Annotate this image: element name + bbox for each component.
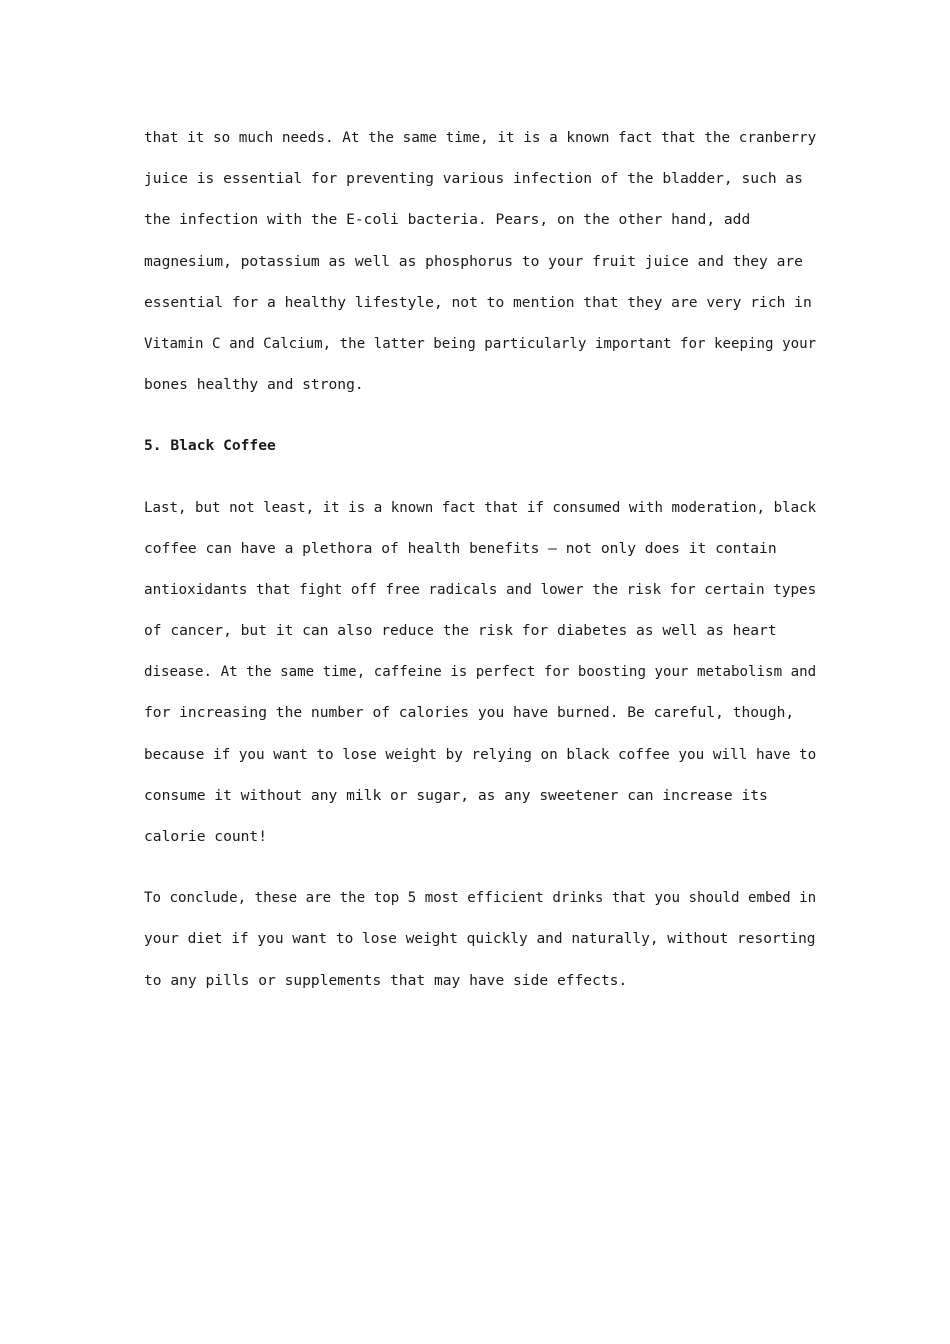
text-line: antioxidants that fight off free radicals and lower the risk for certain types bbox=[144, 580, 817, 598]
text-line: bones healthy and strong. bbox=[144, 376, 364, 394]
text-line: essential for a healthy lifestyle, not to mention that they are very rich in bbox=[144, 293, 812, 311]
text-line: of cancer, but it can also reduce the risk for diabetes as well as heart bbox=[144, 622, 777, 640]
text-line: that it so much needs. At the same time, it is a known fact that the cranberry bbox=[144, 129, 817, 146]
text-line: your diet if you want to lose weight quickly and naturally, without resorting bbox=[144, 930, 816, 948]
text-line: for increasing the number of calories you have burned. Be careful, though, bbox=[144, 704, 795, 722]
text-line: magnesium, potassium as well as phosphorus to your fruit juice and they are bbox=[144, 252, 803, 270]
text-line: Last, but not least, it is a known fact that if consumed with moderation, black bbox=[144, 498, 817, 516]
text-line: the infection with the E-coli bacteria. Pears, on the other hand, add bbox=[144, 211, 751, 229]
paragraph-intro bbox=[144, 117, 816, 405]
paragraph-conclusion bbox=[144, 877, 816, 1001]
text-line: disease. At the same time, caffeine is perfect for boosting your metabolism and bbox=[144, 663, 817, 681]
section-heading: 5. Black Coffee bbox=[144, 437, 276, 455]
text-line: Vitamin C and Calcium, the latter being particularly important for keeping your bbox=[144, 334, 817, 352]
text-line: to any pills or supplements that may have side effects. bbox=[144, 971, 628, 989]
text-line: consume it without any milk or sugar, as any sweetener can increase its bbox=[144, 786, 768, 804]
paragraph-spacer bbox=[144, 857, 816, 877]
text-line: because if you want to lose weight by relying on black coffee you will have to bbox=[144, 745, 817, 763]
text-line: calorie count! bbox=[144, 828, 268, 845]
paragraph-spacer bbox=[144, 467, 816, 487]
paragraph-coffee bbox=[144, 487, 816, 858]
text-line: juice is essential for preventing various infection of the bladder, such as bbox=[144, 170, 803, 188]
text-line: To conclude, these are the top 5 most efficient drinks that you should embed in bbox=[144, 889, 817, 907]
document-body bbox=[144, 117, 816, 1001]
paragraph-spacer bbox=[144, 405, 816, 425]
text-line: coffee can have a plethora of health benefits – not only does it contain bbox=[144, 539, 777, 557]
